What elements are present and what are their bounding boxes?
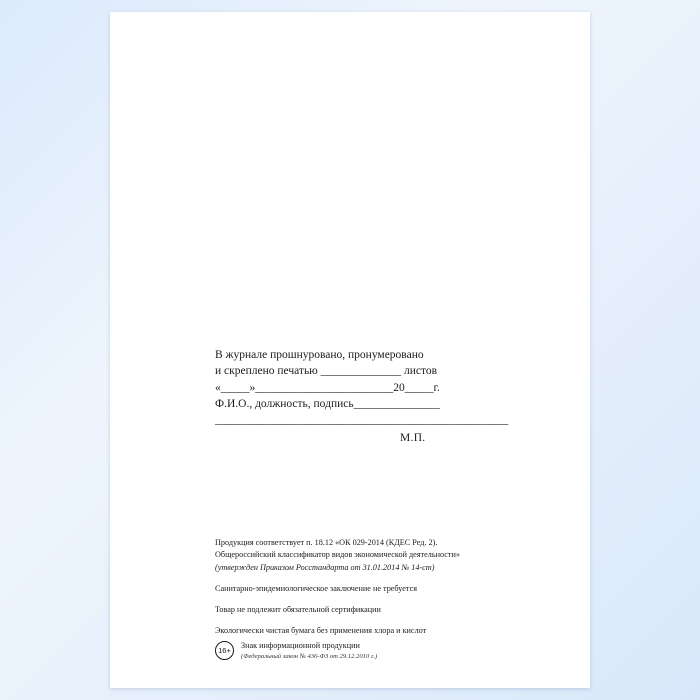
compliance-line-3: (утвержден Приказом Росстандарта от 31.01.2014 № 14-ст) <box>215 562 435 572</box>
compliance-block <box>215 537 565 638</box>
attestation-line-5: ___________________________________________________ <box>215 414 509 427</box>
compliance-line-1: Продукция соответствует п. 18.12 «ОК 029-2014 (КДЕС Ред. 2). <box>215 538 438 547</box>
compliance-line-2: Общероссийский классификатор видов экономической деятельности» <box>215 550 460 560</box>
compliance-line-4: Санитарно-эпидемиологическое заключение не требуется <box>215 583 417 593</box>
info-mark-title: Знак информационной продукции <box>241 641 360 650</box>
compliance-line-5: Товар не подлежит обязательной сертификации <box>215 605 381 615</box>
info-mark-law: (Федеральный закон № 436-ФЗ от 29.12.2010 г.) <box>241 652 378 660</box>
document-page <box>110 12 590 688</box>
compliance-line-6: Экологически чистая бумага без применения хлора и кислот <box>215 626 427 636</box>
info-mark-block <box>215 640 555 661</box>
attestation-line-4: Ф.И.О., должность, подпись_______________ <box>215 397 440 410</box>
info-mark-text <box>241 640 377 661</box>
stamp-place-mark: М.П. <box>400 432 426 444</box>
attestation-line-3: «_____»________________________20_____г. <box>215 381 440 394</box>
attestation-block <box>215 347 545 429</box>
attestation-line-2: и скреплено печатью ______________ листов <box>215 365 438 378</box>
age-rating-badge: 16+ <box>215 641 234 660</box>
attestation-line-1: В журнале прошнуровано, пронумеровано <box>215 349 424 361</box>
